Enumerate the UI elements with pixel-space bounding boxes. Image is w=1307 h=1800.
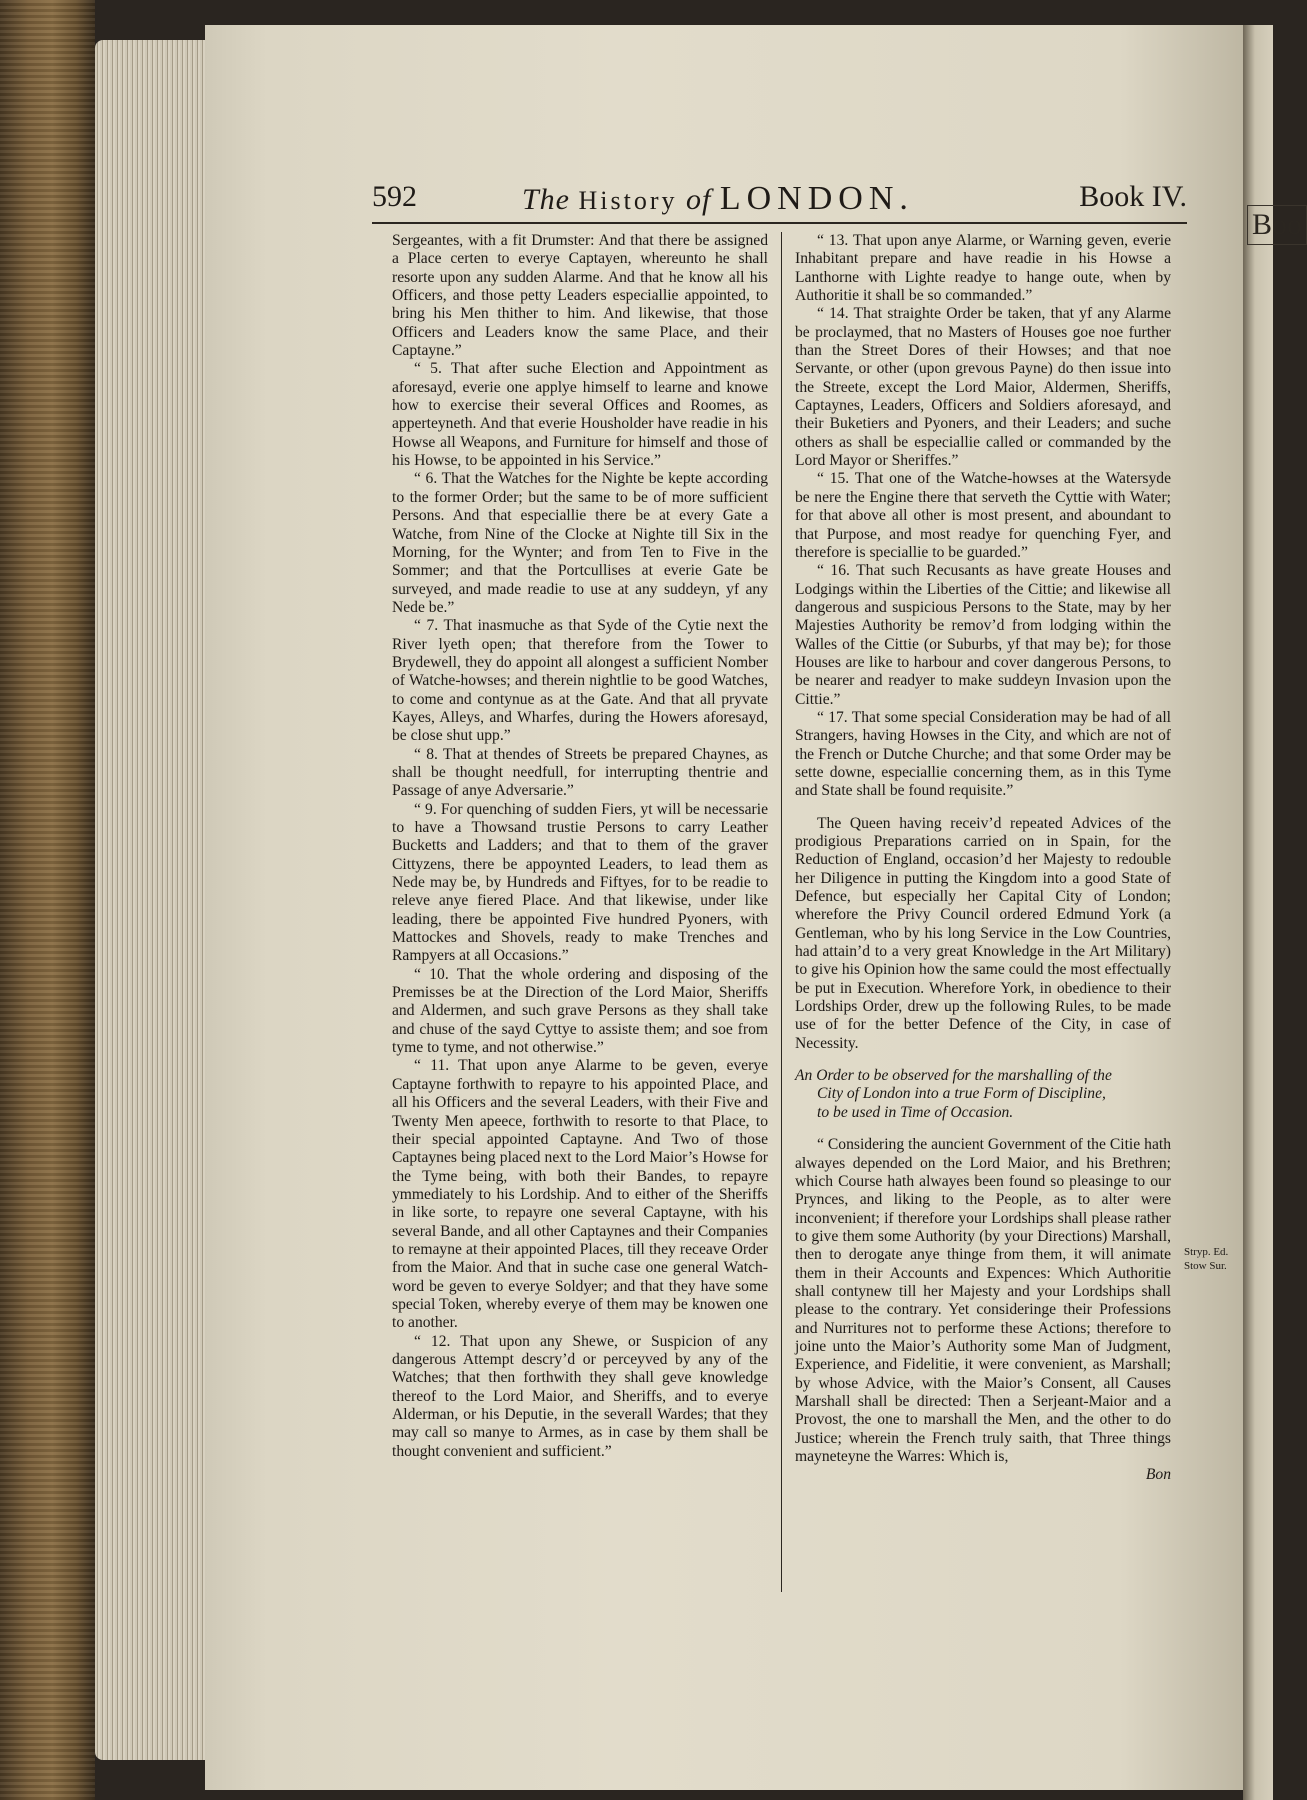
paragraph: “ 12. That upon any Shewe, or Suspicion of any dangerous Attempt descry’d or perceyved by any of the Watches; that then forthwith they shall geve knowledge thereof to the Lord Maior, and Sheriffs, and to everye Alderman, or his Deputie, in the severall Wardes; that they may call so manye to Armes, as in case by them shall be thought convenient and sufficient.” <box>392 1332 768 1460</box>
paragraph: “ 10. That the whole ordering and disposing of the Premisses be at the Direction of the Lord Maior, Sheriffs and Aldermen, and such grave Persons as they shall take and chuse of the sayd Cyttye to assiste them; and soe from tyme to tyme, and not otherwise.” <box>392 965 768 1057</box>
paragraph: “ 6. That the Watches for the Nighte be kepte according to the former Order; but the same to be of more sufficient Persons. And that especiallie there be at every Gate a Watche, from Nine of the Clocke at Nighte till Six in the Morning, for the Wynter; and from Ten to Five in the Sommer; and that the Portcullises at everie Gate be surveyed, and made readie to use at any suddeyn, yf any Nede be.” <box>392 470 768 616</box>
paragraph: “ 5. That after suche Election and Appointment as aforesayd, everie one applye himself to learne and knowe how to exercise their several Offices and Roomes, as apperteyneth. And that everie Housholder have readie in his Howse all Weapons, and Furniture for himself and those of his Howse, to be appointed in his Service.” <box>392 360 768 470</box>
order-heading-line: to be used in Time of Occasion. <box>817 1103 1014 1121</box>
title-the: The <box>522 183 570 216</box>
running-header <box>372 178 1187 224</box>
paragraph: “ 15. That one of the Watche-howses at the Watersyde be nere the Engine there that serveth the Cyttie with Water; for that above all other is most present, and aboundant to that Purpose, and most readye for quenching Fyer, and therefore is speciallie to be guarded.” <box>795 470 1171 561</box>
facing-page-edge <box>1243 25 1303 1800</box>
paragraph: “ 13. That upon anye Alarme, or Warning geven, everie Inhabitant prepare and have readie in his Howse a Lanthorne with Lighte readye to hange oute, when by Authoritie it shall be so commanded.” <box>795 232 1171 305</box>
paragraph: “ 8. That at thendes of Streets be prepared Chaynes, as shall be thought needfull, for interrupting thentrie and Passage of anye Adversarie.” <box>392 745 768 800</box>
paragraph: “ 11. That upon anye Alarme to be geven, everye Captayne forthwith to repayre to his appointed Place, and all his Officers and the several Leaders, with their Five and Twenty Men apeece, forthwith to resorte to that Place, to their special appointed Captayne. And Two of those Captaynes being placed next to the Lord Maior’s Howse for the Tyme being, with both their Bandes, to repayre ymmediately to his Lordship. And to either of the Sheriffs in like sorte, to repayre one several Captayne, with his several Bande, and all other Captaynes and their Companies to remayne at their appointed Places, till they receave Order from the Maior. And that in suche case one general Watch-word be geven to everye Soldyer; and that they have some special Token, whereby everye of them may be knowen one to another. <box>392 1057 768 1332</box>
narrative-paragraph: The Queen having receiv’d repeated Advices of the prodigious Preparations carried on in Spain, for the Reduction of England, occasion’d her Majesty to redouble her Diligence in putting the Kingdom into a good State of Defence, but especially her Capital City of London; wherefore the Privy Council ordered Edmund York (a Gentleman, who by his long Service in the Low Countries, had attain’d to a very great Knowledge in the Art Military) to give his Opinion how the same could the most effectually be put in Execution. Wherefore York, in obedience to their Lordships Order, drew up the following Rules, to be made use of for the better Defence of the City, in case of Necessity. <box>795 814 1171 1052</box>
title-history: History <box>578 186 678 215</box>
page-stack-edge <box>95 40 210 1760</box>
margin-note-line: Stow Sur. <box>1184 1260 1227 1272</box>
title-of: of <box>686 183 712 216</box>
order-heading-line: An Order to be observed for the marshalling of the <box>795 1067 1112 1085</box>
paragraph: “ 7. That inasmuche as that Syde of the Cytie next the River lyeth open; that therefore from the Tower to Brydewell, they do appoint all alongest a sufficient Nomber of Watche-howses; and therein nightlie to be good Watches, to come and contynue as at the Gate. And that all pryvate Kayes, Alleys, and Wharfes, during the Howers aforesayd, be close shut upp.” <box>392 617 768 745</box>
order-heading <box>795 1067 1171 1122</box>
paragraph: Sergeantes, with a fit Drumster: And that there be assigned a Place certen to everye Captayen, whereunto he shall resorte upon any sudden Alarme. And that he know all his Officers, and those petty Leaders especiallie appointed, to bring his Men thither to him. And likewise, that those Officers and Leaders know the same Place, and their Captayne.” <box>392 232 768 360</box>
book-label: Book IV. <box>1079 180 1187 213</box>
left-column <box>392 232 768 1461</box>
order-paragraph: “ Considering the auncient Government of the Citie hath alwayes depended on the Lord Maior, and his Brethren; which Course hath alwayes been found so pleasinge to our Prynces, and liking to the People, as to alter were inconvenient; if therefore your Lordships shall please rather to give them some Authority (by your Directions) Marshall, then to derogate anye thinge from them, it will animate them in their Accounts and Expences: Which Authoritie shall contynew till her Majesty and your Lordships shall please to the contrary. Yet consideringe their Professions and Nurritures not to performe these Actions; therefore to joine unto the Maior’s Authority some Man of Judgment, Experience, and Fidelitie, it were convenient, as Marshall; by whose Advice, with the Maior’s Consent, all Causes Marshall shall be directed: Then a Serjeant-Maior and a Provost, the one to marshall the Men, and the other to do Justice; wherein the French truly saith, that Three things mayneteyne the Warres: Which is, <box>795 1136 1171 1465</box>
margin-note-line: Stryp. Ed. <box>1184 1246 1229 1258</box>
spacer <box>795 801 1171 815</box>
book-binding-edge <box>0 0 95 1800</box>
running-title <box>522 180 914 218</box>
right-column <box>795 232 1171 1485</box>
paragraph: “ 14. That straighte Order be taken, that yf any Alarme be proclaymed, that no Masters of Houses goe noe further than the Street Dores of their Howses; and that noe Servante, or other (upon grevous Payne) do then issue into the Streete, except the Lord Maior, Aldermen, Sheriffs, Captaynes, Leaders, Officers and Soldiers aforesayd, and their Buketiers and Pyoners, and their Leaders; and suche others as shall be especiallie called or commanded by the Lord Mayor or Sheriffes.” <box>795 305 1171 470</box>
paragraph: “ 9. For quenching of sudden Fiers, yt will be necessarie to have a Thowsand trustie Persons to carry Leather Bucketts and Ladders; and that to them of the graver Cittyzens, there be appoynted Leaders, to lead them as Nede may be, by Hundreds and Fiftyes, for to be readie to releve anye fiered Place. And that likewise, under like leading, there be appointed Five hundred Pyoners, with Mattockes and Shovels, ready to make Trenches and Rampyers at all Occasions.” <box>392 800 768 965</box>
margin-note <box>1184 1245 1242 1273</box>
spacer <box>795 1053 1171 1067</box>
title-london: LONDON. <box>719 180 914 217</box>
facing-page-heading-fragment: Boo <box>1247 205 1307 245</box>
paragraph: “ 17. That some special Consideration may be had of all Strangers, having Howses in the City, and which are not of the French or Dutche Churche; and that some Order may be sette downe, especiallie concerning them, as in this Tyme and State shall be found requisite.” <box>795 708 1171 800</box>
order-heading-line: City of London into a true Form of Discipline, <box>817 1085 1106 1103</box>
page-number: 592 <box>372 180 417 213</box>
catchword: Bon <box>1145 1466 1171 1484</box>
paragraph: “ 16. That such Recusants as have greate Houses and Lodgings within the Liberties of the Cittie; and likewise all dangerous and suspicious Persons to the State, may by her Majesties Authority be remov’d from lodging within the Walles of the Cittie (or Suburbs, yf that may be); for those Houses are like to harbour and cover dangerous Persons, to be nearer and readyer to make suddeyn Invasion upon the Cittie.” <box>795 562 1171 708</box>
column-divider <box>781 232 782 1592</box>
spacer <box>795 1122 1171 1136</box>
